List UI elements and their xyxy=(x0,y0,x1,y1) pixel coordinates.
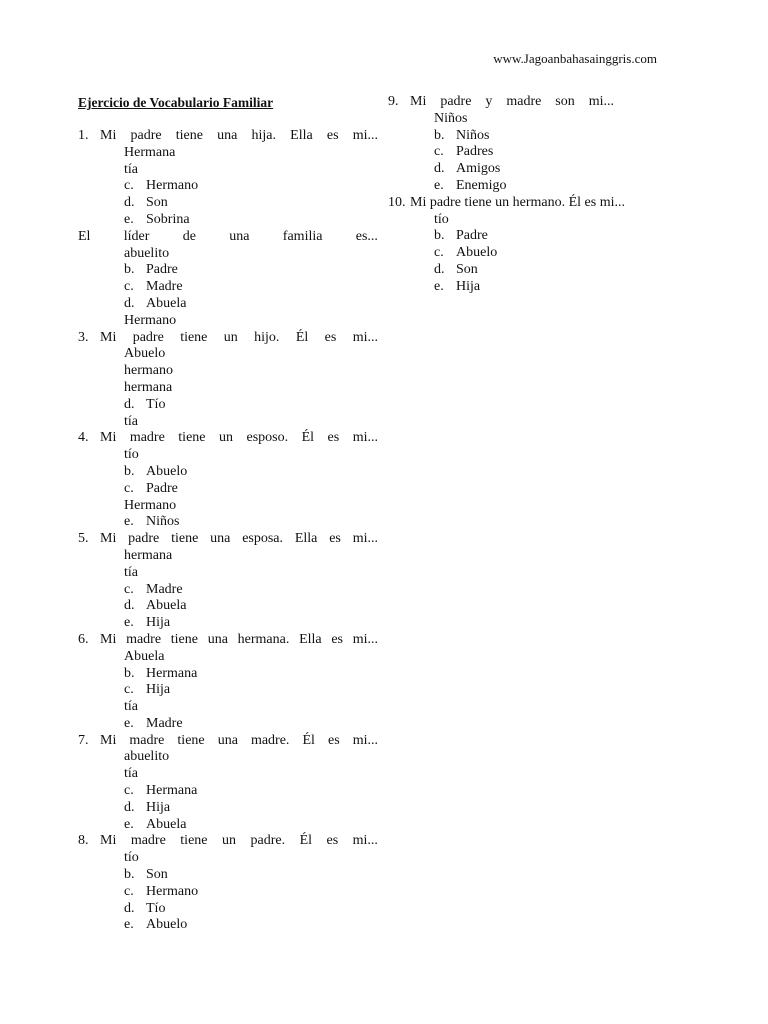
question-word: esposo. xyxy=(246,430,289,446)
option-text: Hermana xyxy=(146,783,198,799)
question-word: Mi xyxy=(100,329,117,345)
option-letter: e. xyxy=(124,211,134,227)
option-letter: b. xyxy=(124,262,135,278)
question-word: líder xyxy=(123,228,150,244)
option-letter: e. xyxy=(124,715,134,731)
answer-option xyxy=(78,178,378,195)
option-text: Hija xyxy=(146,615,171,631)
option-text: tía xyxy=(124,161,138,177)
answer-option xyxy=(78,884,378,901)
question-word: mi... xyxy=(352,128,378,143)
answer-option xyxy=(388,212,658,229)
question-stem xyxy=(78,632,378,649)
answer-option xyxy=(78,464,378,481)
question-7 xyxy=(78,733,378,834)
option-text: Padre xyxy=(456,228,488,244)
question-word: un xyxy=(219,430,233,446)
option-letter: e. xyxy=(434,278,444,294)
question-word: madre xyxy=(126,631,162,647)
question-word: y xyxy=(485,94,493,109)
option-letter: d. xyxy=(124,598,135,614)
answer-option xyxy=(78,380,378,397)
question-number: 1. xyxy=(78,128,89,143)
answer-option xyxy=(78,800,378,817)
question-word: padre xyxy=(130,128,162,143)
question-1 xyxy=(78,128,378,229)
question-word: tiene xyxy=(180,833,208,849)
option-text: tía xyxy=(124,564,138,580)
question-word: tiene xyxy=(180,329,208,345)
question-word: madre xyxy=(130,833,166,849)
question-word: Mi xyxy=(100,531,117,547)
question-number: 6. xyxy=(78,631,89,647)
answer-option xyxy=(78,615,378,632)
option-letter: c. xyxy=(124,783,134,799)
option-text: tía xyxy=(124,699,138,715)
option-text: Madre xyxy=(146,715,183,731)
answer-option xyxy=(78,749,378,766)
answer-option xyxy=(78,682,378,699)
question-number: 10. xyxy=(388,194,406,210)
question-word: padre xyxy=(440,94,472,109)
option-text: tío xyxy=(124,447,139,463)
option-letter: d. xyxy=(124,295,135,311)
left-column xyxy=(78,128,378,934)
question-word: una xyxy=(210,531,231,547)
question-word: una xyxy=(229,228,250,244)
question-word: es xyxy=(327,430,340,446)
question-word: Él xyxy=(295,329,309,345)
option-text: hermana xyxy=(124,379,173,395)
option-text: Abuela xyxy=(124,648,165,664)
option-text: hermana xyxy=(124,547,173,563)
question-word: Él xyxy=(301,430,315,446)
right-column xyxy=(388,94,658,296)
option-text: Madre xyxy=(146,581,183,597)
question-stem xyxy=(388,94,614,111)
option-text: Madre xyxy=(146,279,183,295)
question-word: es... xyxy=(355,228,378,244)
question-text xyxy=(100,632,378,649)
question-word: es xyxy=(327,732,340,748)
option-text: Tío xyxy=(146,900,166,916)
option-letter: b. xyxy=(434,127,445,143)
question-word: Ella xyxy=(299,631,322,647)
question-text xyxy=(410,94,614,111)
answer-option xyxy=(78,262,378,279)
option-text: Niños xyxy=(434,110,468,126)
question-word: es xyxy=(324,329,337,345)
answer-option xyxy=(388,178,658,195)
option-letter: b. xyxy=(124,665,135,681)
answer-option xyxy=(78,212,378,229)
answer-option xyxy=(78,363,378,380)
option-text: Niños xyxy=(456,127,490,143)
option-letter: e. xyxy=(124,816,134,832)
option-text: Hermana xyxy=(124,144,176,160)
answer-option xyxy=(78,162,378,179)
option-letter: d. xyxy=(434,161,445,177)
answer-option xyxy=(78,296,378,313)
answer-option xyxy=(78,850,378,867)
question-text xyxy=(100,430,378,447)
option-text: abuelito xyxy=(124,749,170,765)
question-word: Mi padre tiene un hermano. Él es mi... xyxy=(410,194,625,210)
option-letter: b. xyxy=(124,463,135,479)
answer-option xyxy=(78,481,378,498)
question-word: una xyxy=(207,631,228,647)
question-word: una xyxy=(217,732,238,748)
question-number: 9. xyxy=(388,94,399,109)
question-text xyxy=(410,195,625,210)
question-text xyxy=(100,330,378,347)
question-stem xyxy=(78,330,378,347)
question-word: tiene xyxy=(171,531,199,547)
option-letter: c. xyxy=(434,245,444,261)
question-number: 7. xyxy=(78,732,89,748)
option-letter: d. xyxy=(124,396,135,412)
answer-option xyxy=(388,279,658,296)
question-word: Él xyxy=(302,732,315,748)
option-text: tío xyxy=(434,211,449,227)
question-10 xyxy=(388,195,658,296)
answer-option xyxy=(388,128,658,145)
option-letter: c. xyxy=(434,144,444,160)
question-word: Ella xyxy=(294,531,318,547)
question-unnumbered xyxy=(78,229,378,330)
question-stem xyxy=(78,833,378,850)
option-text: Hermano xyxy=(146,883,199,899)
answer-option xyxy=(78,414,378,431)
question-word: Ella xyxy=(290,128,313,143)
answer-option xyxy=(388,262,658,279)
question-word: de xyxy=(182,228,196,244)
option-letter: d. xyxy=(124,195,135,211)
question-word: mi... xyxy=(588,94,614,109)
question-word: mi... xyxy=(352,329,378,345)
answer-option xyxy=(78,649,378,666)
option-text: Padre xyxy=(146,480,178,496)
question-word: hija. xyxy=(251,128,276,143)
question-word: tiene xyxy=(177,732,205,748)
option-letter: d. xyxy=(434,261,445,277)
option-text: Son xyxy=(456,261,478,277)
option-letter: e. xyxy=(124,514,134,530)
question-stem xyxy=(78,430,378,447)
option-text: Hija xyxy=(146,799,171,815)
question-word: padre xyxy=(128,531,160,547)
option-text: Enemigo xyxy=(456,177,507,193)
answer-option xyxy=(78,582,378,599)
option-text: abuelito xyxy=(124,245,170,261)
question-stem xyxy=(78,531,378,548)
option-letter: c. xyxy=(124,279,134,295)
question-word: Mi xyxy=(100,631,117,647)
question-stem xyxy=(78,128,378,145)
answer-option xyxy=(388,161,658,178)
answer-option xyxy=(78,548,378,565)
question-word: padre xyxy=(132,329,164,345)
answer-option xyxy=(78,279,378,296)
question-word: El xyxy=(78,228,91,244)
option-text: Abuelo xyxy=(124,346,166,362)
question-word: Mi xyxy=(100,430,117,446)
option-text: Padre xyxy=(146,262,178,278)
question-9 xyxy=(388,94,658,195)
question-3 xyxy=(78,330,378,431)
option-letter: d. xyxy=(124,799,135,815)
question-word: esposa. xyxy=(242,531,284,547)
question-stem xyxy=(388,194,625,212)
question-word: Mi xyxy=(100,833,117,849)
option-letter: c. xyxy=(124,178,134,194)
answer-option xyxy=(388,228,658,245)
question-word: son xyxy=(555,94,575,109)
answer-option xyxy=(78,666,378,683)
question-stem xyxy=(78,229,378,246)
answer-option xyxy=(78,766,378,783)
answer-option xyxy=(78,901,378,918)
question-number: 8. xyxy=(78,833,89,849)
option-letter: c. xyxy=(124,480,134,496)
question-word: un xyxy=(223,329,238,345)
option-text: Abuela xyxy=(146,816,187,832)
question-word: es xyxy=(329,531,341,547)
question-6 xyxy=(78,632,378,733)
question-number: 5. xyxy=(78,531,89,547)
question-text xyxy=(78,229,378,246)
question-word: mi... xyxy=(352,732,378,748)
answer-option xyxy=(78,397,378,414)
option-text: Hija xyxy=(456,278,481,294)
question-5 xyxy=(78,531,378,632)
option-text: tío xyxy=(124,850,139,866)
question-word: Mi xyxy=(100,732,117,748)
question-word: tiene xyxy=(175,128,203,143)
answer-option xyxy=(78,783,378,800)
option-text: Abuela xyxy=(146,598,187,614)
question-text xyxy=(100,833,378,850)
option-letter: c. xyxy=(124,682,134,698)
answer-option xyxy=(78,598,378,615)
question-stem xyxy=(78,733,378,750)
answer-option xyxy=(78,565,378,582)
question-8 xyxy=(78,833,378,934)
option-text: Hermano xyxy=(146,178,199,194)
option-letter: c. xyxy=(124,883,134,899)
question-number: 3. xyxy=(78,329,89,345)
answer-option xyxy=(78,246,378,263)
question-4 xyxy=(78,430,378,531)
question-word: Mi xyxy=(410,94,427,109)
question-number: 4. xyxy=(78,430,89,446)
answer-option xyxy=(78,917,378,934)
answer-option xyxy=(78,346,378,363)
option-text: Son xyxy=(146,195,168,211)
question-word: padre. xyxy=(250,833,286,849)
option-letter: e. xyxy=(434,177,444,193)
answer-option xyxy=(78,313,378,330)
question-word: madre xyxy=(506,94,542,109)
option-letter: b. xyxy=(124,867,135,883)
question-word: tiene xyxy=(178,430,206,446)
answer-option xyxy=(78,514,378,531)
answer-option xyxy=(388,144,658,161)
site-url: www.Jagoanbahasainggris.com xyxy=(493,51,657,66)
option-text: Abuelo xyxy=(146,463,188,479)
answer-option xyxy=(78,867,378,884)
question-word: madre xyxy=(129,732,165,748)
question-word: mi... xyxy=(352,531,378,547)
option-text: Abuelo xyxy=(146,917,188,933)
option-letter: c. xyxy=(124,581,134,597)
answer-option xyxy=(388,245,658,262)
option-text: Tío xyxy=(146,396,166,412)
question-word: mi... xyxy=(352,631,378,647)
option-letter: d. xyxy=(124,900,135,916)
option-text: hermano xyxy=(124,363,173,379)
option-text: tía xyxy=(124,766,138,782)
answer-option xyxy=(78,817,378,834)
answer-option xyxy=(78,195,378,212)
option-letter: e. xyxy=(124,917,134,933)
option-text: Hija xyxy=(146,682,171,698)
question-word: mi... xyxy=(352,833,378,849)
answer-option xyxy=(78,699,378,716)
question-word: Él xyxy=(299,833,313,849)
worksheet-title: Ejercicio de Vocabulario Familiar xyxy=(78,95,274,110)
question-word: familia xyxy=(282,228,323,244)
answer-option xyxy=(78,447,378,464)
question-word: madre. xyxy=(250,732,290,748)
option-text: Niños xyxy=(146,514,180,530)
option-text: Padres xyxy=(456,144,494,160)
question-word: un xyxy=(222,833,236,849)
option-text: Hermana xyxy=(146,665,198,681)
option-text: Amigos xyxy=(456,161,501,177)
question-word: hermana. xyxy=(237,631,290,647)
option-text: Abuela xyxy=(146,295,187,311)
question-word: Mi xyxy=(100,128,117,143)
option-text: Son xyxy=(146,867,168,883)
question-word: hijo. xyxy=(254,329,280,345)
question-word: es xyxy=(326,128,339,143)
answer-option xyxy=(78,145,378,162)
question-word: es xyxy=(326,833,339,849)
option-text: Hermano xyxy=(124,312,177,328)
question-word: tiene xyxy=(170,631,198,647)
question-word: es xyxy=(331,631,343,647)
question-word: mi... xyxy=(352,430,378,446)
question-text xyxy=(100,733,378,750)
answer-option xyxy=(388,111,658,128)
option-letter: b. xyxy=(434,228,445,244)
answer-option xyxy=(78,716,378,733)
question-text xyxy=(100,128,378,145)
question-text xyxy=(100,531,378,548)
option-letter: e. xyxy=(124,615,134,631)
question-word: una xyxy=(217,128,238,143)
option-text: Abuelo xyxy=(456,245,498,261)
option-text: Hermano xyxy=(124,497,177,513)
option-text: tía xyxy=(124,413,138,429)
question-word: madre xyxy=(129,430,165,446)
option-text: Sobrina xyxy=(146,211,190,227)
answer-option xyxy=(78,498,378,515)
